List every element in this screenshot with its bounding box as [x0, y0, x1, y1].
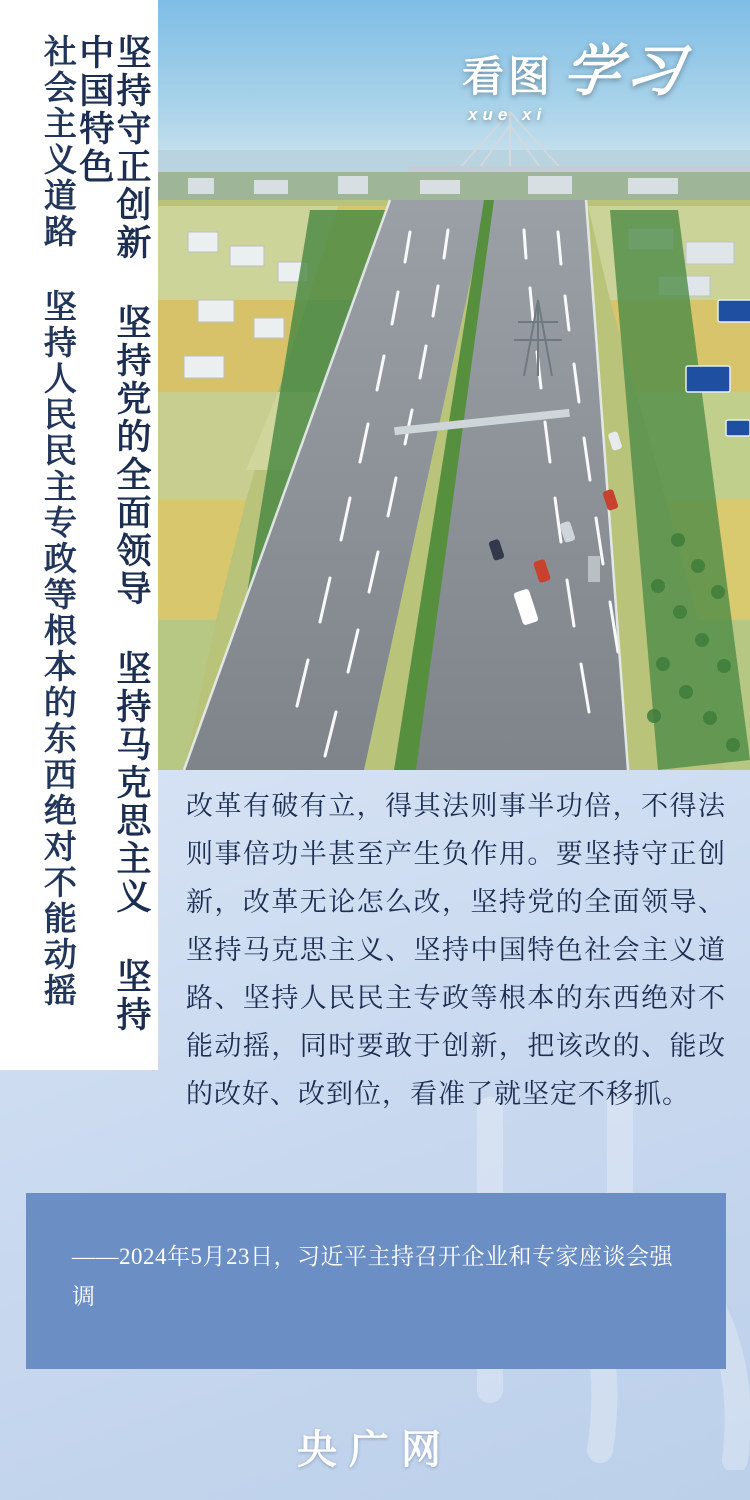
headline-block — [0, 0, 158, 1070]
logo-pinyin: xue xi — [468, 105, 547, 125]
quote-body: 改革有破有立，得其法则事半功倍，不得法则事倍功半甚至产生负作用。要坚持守正创新，改革无论怎么改，坚持党的全面领导、坚持马克思主义、坚持中国特色社会主义道路、坚持人民民主专政等根本的东西绝对不能动摇，同时要敢于创新，把该改的、能改的改好、改到位，看准了就坚定不移抓。 — [186, 791, 726, 1110]
footer — [0, 1418, 750, 1475]
quote-source: ——2024年5月23日，习近平主持召开企业和专家座谈会强调 — [26, 1193, 726, 1369]
logo-text-script: 学习 — [559, 41, 693, 103]
publisher-brand: 央广网 — [297, 1427, 453, 1472]
logo-text-main: 看图 — [462, 55, 555, 102]
headline-line-2: 社会主义道路 坚持人民民主专政等根本的东西绝对不能动摇 — [38, 34, 75, 1009]
headline-line-1: 坚持守正创新 坚持党的全面领导 坚持马克思主义 坚持中国特色 — [74, 34, 151, 1034]
program-logo — [462, 41, 730, 146]
